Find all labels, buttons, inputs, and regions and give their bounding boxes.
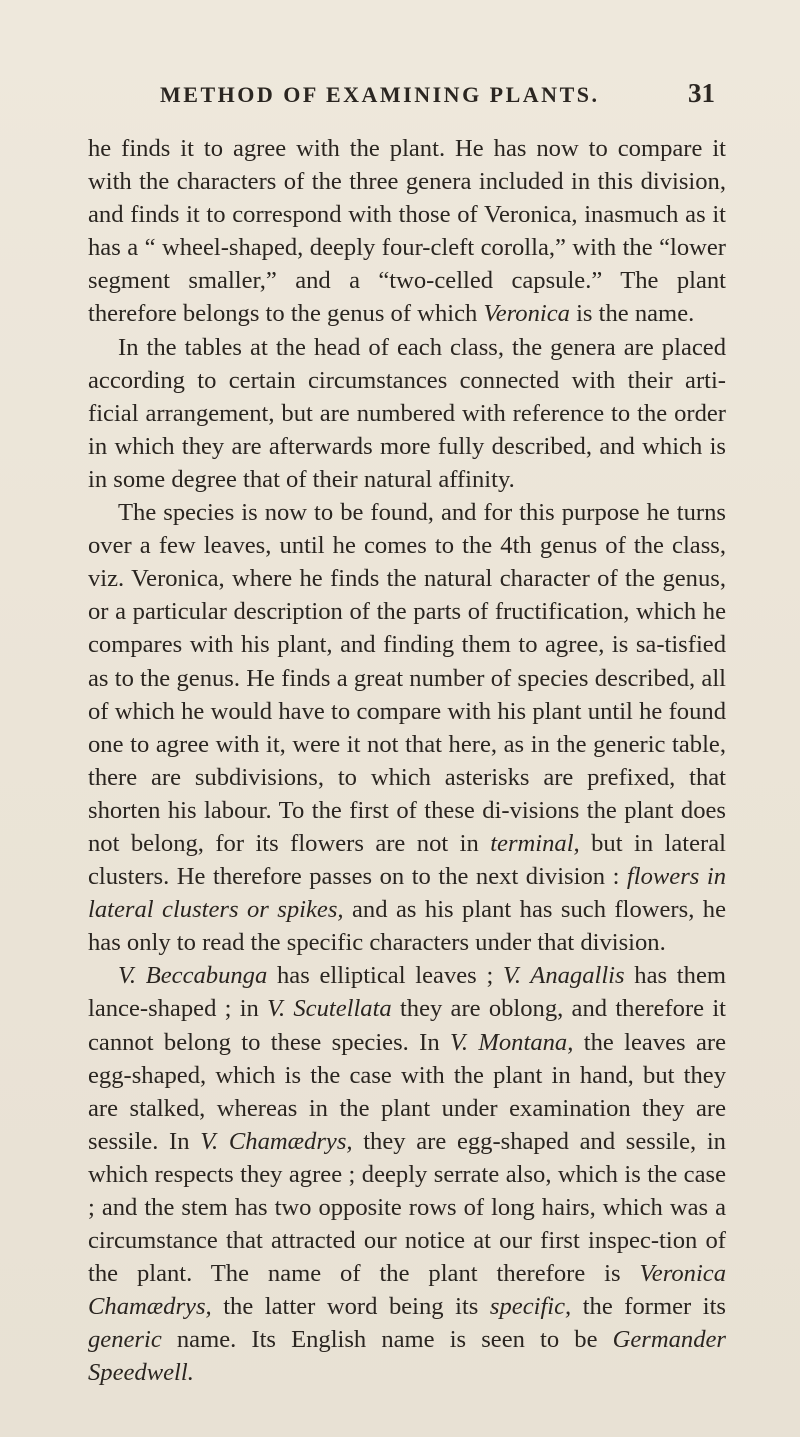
text-run: the latter word being its: [211, 1293, 490, 1321]
text-run-italic: Germander Speedwell.: [88, 1326, 726, 1387]
text-run-italic: Veronica Chamædrys,: [88, 1260, 726, 1321]
text-run-italic: V. Montana,: [450, 1028, 574, 1056]
paragraph-1: [88, 132, 726, 331]
text-run: they are oblong, and therefore it cannot belong to these species. In: [88, 995, 726, 1056]
page-number: 31: [688, 78, 715, 108]
text-run: has elliptical leaves ;: [267, 962, 504, 990]
paragraph-3: [88, 496, 726, 959]
text-run-italic: V. Chamædrys,: [200, 1127, 353, 1155]
text-run: the former its: [571, 1293, 726, 1321]
running-title: METHOD OF EXAMINING PLANTS.: [160, 82, 600, 107]
text-run: but in lateral clusters. He therefore passes on to the next division :: [88, 829, 726, 891]
text-run: and as his plant has such flowers, he has only to read the specific characters under that division.: [88, 896, 727, 957]
text-run: The species is now to be found, and for this purpose he turns over a few leaves, until he comes to the 4th genus of the class, viz. Veronica, where he finds the natural character of the genus, or a particular description of the parts of fructification, which he compares with his plant, and finding them to agree, is sa-tisfied as to the genus. He finds a great number of species described, all of which he would have to compare with his plant until he found one to agree with it, were it not that here, as in the generic table, there are subdivisions, to which asterisks are prefixed, that shorten his labour. To the first of these di-visions the plant does not belong, for its flowers are not in: [88, 499, 726, 857]
paragraph-2: [88, 331, 726, 496]
text-run: is the name.: [569, 300, 695, 328]
text-run: they are egg-shaped and sessile, in which respects they agree ; deeply serrate also, which is the case ; and the stem has two opposite rows of long hairs, which was a circumstance that attracted our notice at our first inspec-tion of the plant. The name of the plant therefore is: [88, 1127, 726, 1288]
text-run: In the tables at the head of each class, the genera are placed according to certain circumstances connected with their arti-ficial arrangement, but are numbered with reference to the order in which they are afterwards more fully described, and which is in some degree that of their natural affinity.: [88, 333, 726, 493]
text-run-italic: generic: [88, 1326, 162, 1354]
text-run-italic: terminal,: [490, 829, 580, 857]
text-run: name. Its English name is seen to be: [161, 1326, 613, 1354]
body-text: [88, 132, 726, 1390]
text-run: has them lance-shaped ; in: [88, 962, 726, 1023]
text-run-italic: V. Anagallis: [503, 962, 625, 990]
text-run-italic: V. Scutellata: [267, 995, 392, 1023]
text-run: the leaves are egg-shaped, which is the case with the plant in hand, but they are stalked, whereas in the plant under examination they are sessile. In: [88, 1028, 726, 1155]
text-run: he finds it to agree with the plant. He has now to compare it with the characters of the three genera included in this division, and finds it to correspond with those of Veronica, inasmuch as it has a “ wheel-shaped, deeply four-cleft corolla,” with the “lower segment smaller,” and a “two-celled capsule.” The plant therefore belongs to the genus of which: [88, 135, 726, 328]
text-run-italic: specific,: [489, 1293, 572, 1321]
text-run-italic: Veronica: [483, 300, 570, 328]
text-run-italic: flowers in lateral clusters or spikes,: [88, 863, 726, 924]
text-run-italic: V. Beccabunga: [118, 962, 268, 990]
paragraph-4: [88, 959, 726, 1389]
